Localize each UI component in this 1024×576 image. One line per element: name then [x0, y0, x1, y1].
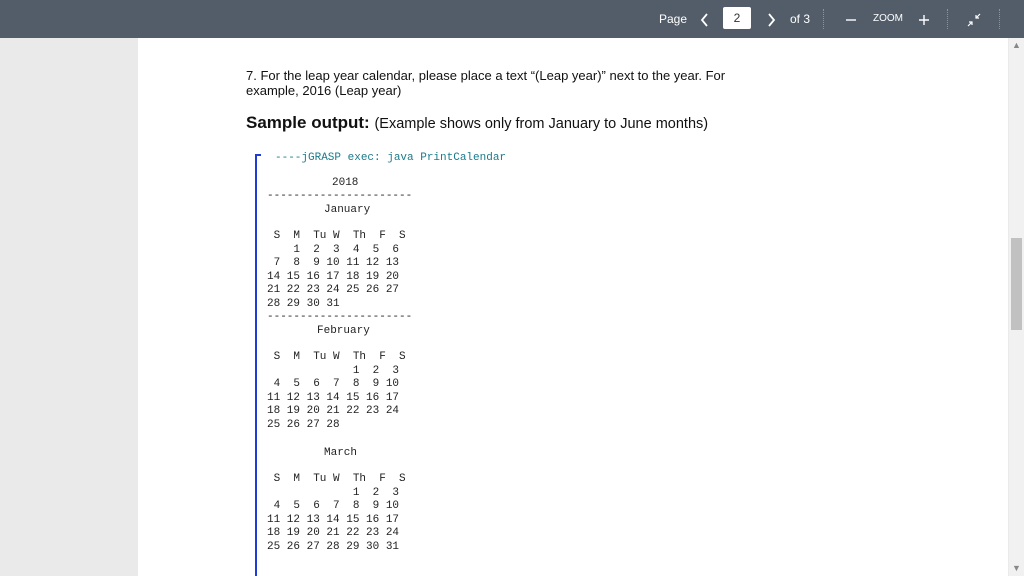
month-name: January [324, 204, 371, 216]
week-row: 14 15 16 17 18 19 20 [267, 270, 400, 283]
sample-output-heading [246, 113, 708, 133]
question-line: example, 2016 (Leap year) [246, 83, 402, 98]
vertical-scrollbar[interactable] [1009, 38, 1024, 576]
week-row: 4 5 6 7 8 9 10 [267, 500, 400, 512]
collapse-icon [967, 13, 981, 27]
question-line: 7. For the leap year calendar, please place a text “(Leap year)” next to the year. For [246, 68, 726, 83]
week-row: 28 29 30 31 [267, 297, 340, 310]
scrollbar-thumb[interactable] [1011, 238, 1022, 330]
scroll-up-icon[interactable]: ▲ [1012, 40, 1021, 50]
week-row: 11 12 13 14 15 16 17 [267, 513, 400, 526]
plus-icon [918, 14, 930, 26]
pdf-page [138, 38, 1008, 576]
scroll-down-icon[interactable]: ▼ [1012, 563, 1021, 573]
toolbar-divider [947, 9, 948, 29]
month-calendar [267, 230, 406, 311]
page-count: of 3 [790, 12, 811, 26]
chevron-right-icon [766, 13, 776, 27]
week-row: 1 2 3 4 5 6 [267, 243, 400, 256]
prev-page-button[interactable] [697, 0, 713, 38]
week-row: 21 22 23 24 25 26 27 [267, 284, 400, 296]
week-row: 25 26 27 28 [267, 418, 340, 431]
toolbar-divider [999, 9, 1000, 29]
month-calendar [267, 351, 406, 432]
week-row: 4 5 6 7 8 9 10 [267, 378, 400, 390]
exec-line: ----jGRASP exec: java PrintCalendar [275, 152, 507, 164]
week-row: 18 19 20 21 22 23 24 [267, 405, 400, 417]
fit-page-button[interactable] [966, 0, 982, 38]
toolbar-divider [823, 9, 824, 29]
weekday-header: S M Tu W Th F S [267, 473, 406, 485]
minus-icon [845, 14, 857, 26]
pdf-toolbar [0, 0, 1024, 38]
console-border-tick [255, 154, 261, 156]
week-row: 25 26 27 28 29 30 31 [267, 540, 400, 553]
question-text [246, 68, 786, 98]
sample-output-label: Sample output: [246, 113, 370, 132]
zoom-out-button[interactable] [843, 0, 859, 38]
weekday-header: S M Tu W Th F S [267, 230, 406, 242]
zoom-label: ZOOM [873, 13, 903, 24]
year-label: 2018 [332, 177, 359, 189]
sample-output-note: (Example shows only from January to June months) [374, 116, 709, 132]
week-row: 11 12 13 14 15 16 17 [267, 391, 400, 404]
week-row: 18 19 20 21 22 23 24 [267, 527, 400, 539]
month-name: February [317, 325, 370, 337]
divider-line: ---------------------- [267, 311, 413, 323]
page-label: Page [659, 12, 688, 26]
next-page-button[interactable] [763, 0, 779, 38]
week-row: 7 8 9 10 11 12 13 [267, 257, 400, 269]
divider-line: ---------------------- [267, 190, 413, 202]
weekday-header: S M Tu W Th F S [267, 351, 406, 363]
page-number-input[interactable]: 2 [723, 7, 751, 29]
document-viewer [0, 38, 1024, 576]
console-border [255, 154, 257, 576]
week-row: 1 2 3 [267, 364, 400, 377]
week-row: 1 2 3 [267, 486, 400, 499]
chevron-left-icon [700, 13, 710, 27]
month-calendar [267, 473, 406, 554]
zoom-in-button[interactable] [916, 0, 932, 38]
month-name: March [324, 447, 358, 459]
